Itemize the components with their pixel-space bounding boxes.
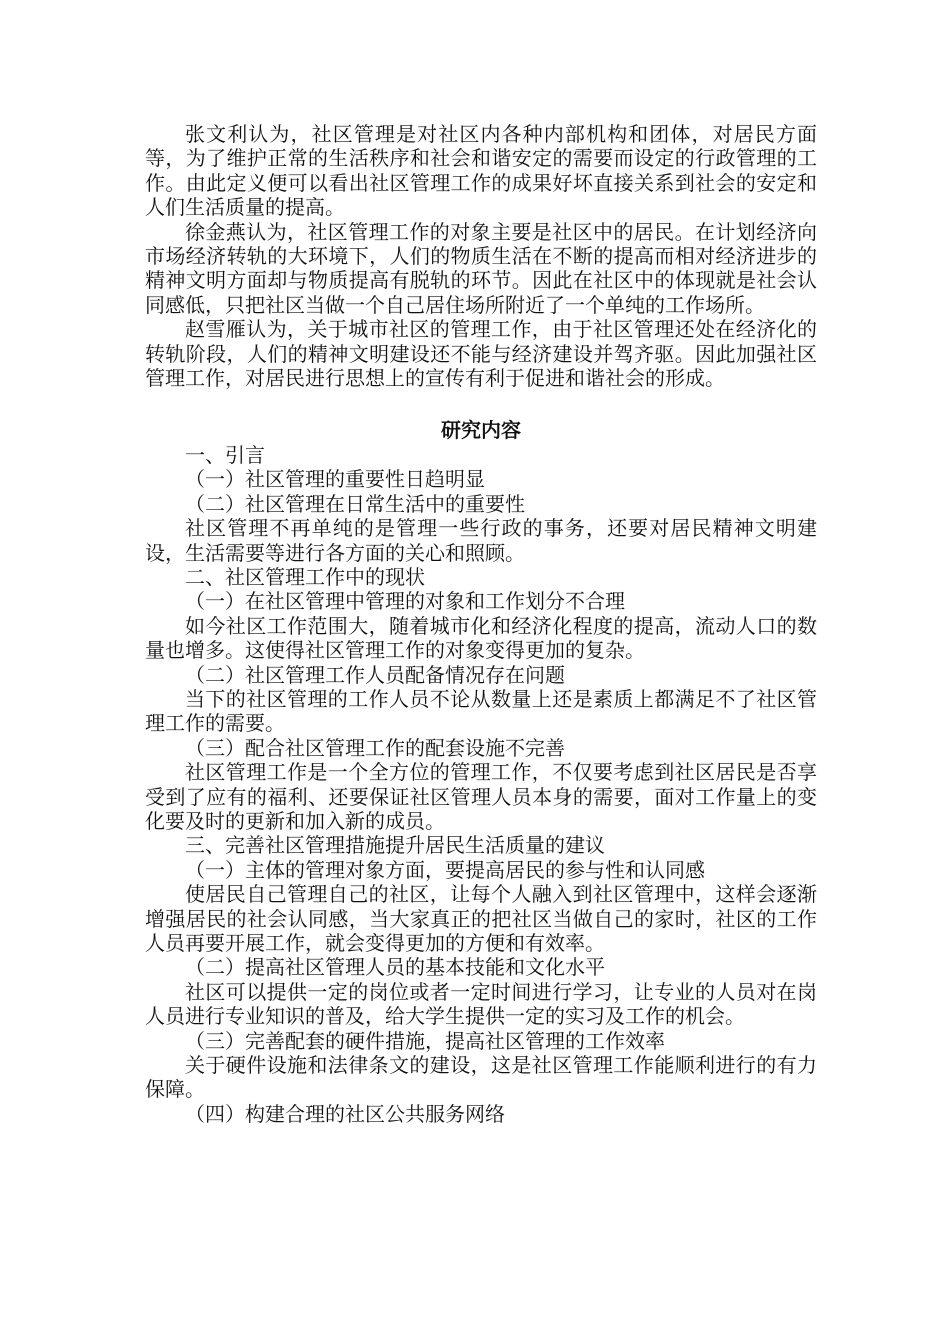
body-paragraph-daily-life: 社区管理不再单纯的是管理一些行政的事务，还要对居民精神文明建设，生活需要等进行各方面的关心和照顾。 xyxy=(145,516,817,565)
heading-current-status: 二、社区管理工作中的现状 xyxy=(185,564,425,589)
section-spacer xyxy=(145,390,817,418)
subheading-staffing: （二）社区管理工作人员配备情况存在问题 xyxy=(185,662,565,687)
subheading-service-network: （四）构建合理的社区公共服务网络 xyxy=(185,1101,505,1126)
heading-suggestions: 三、完善社区管理措施提升居民生活质量的建议 xyxy=(185,833,605,858)
intro-paragraph-xu: 徐金燕认为，社区管理工作的对象主要是社区中的居民。在计划经济向市场经济转轨的大环境下，人们的物质生活在不断的提高而相对经济进步的精神文明方面却与物质提高有脱轨的环节。因此在社区中的体现就是社会认同感低，只把社区当做一个自己居住场所附近了一个单纯的工作场所。 xyxy=(145,219,817,317)
body-paragraph-skills: 社区可以提供一定的岗位或者一定时间进行学习，让专业的人员对在岗人员进行专业知识的普及，给大学生提供一定的实习及工作的机会。 xyxy=(145,979,817,1029)
subheading-participation: （一）主体的管理对象方面，要提高居民的参与性和认同感 xyxy=(185,857,705,882)
document-page xyxy=(145,122,817,1126)
subheading-object-division: （一）在社区管理中管理的对象和工作划分不合理 xyxy=(185,589,625,614)
body-paragraph-object-division: 如今社区工作范围大，随着城市化和经济化程度的提高，流动人口的数量也增多。这使得社区管理工作的对象变得更加的复杂。 xyxy=(145,613,817,663)
heading-introduction: 一、引言 xyxy=(185,442,265,467)
body-paragraph-facilities: 社区管理工作是一个全方位的管理工作，不仅要考虑到社区居民是否享受到了应有的福利、还要保证社区管理人员本身的需要，面对工作量上的变化要及时的更新和加入新的成员。 xyxy=(145,760,817,833)
body-paragraph-hardware: 关于硬件设施和法律条文的建设，这是社区管理工作能顺利进行的有力保障。 xyxy=(145,1053,817,1102)
body-paragraph-staffing: 当下的社区管理的工作人员不论从数量上还是素质上都满足不了社区管理工作的需要。 xyxy=(145,686,817,736)
intro-paragraph-zhang: 张文利认为，社区管理是对社区内各种内部机构和团体，对居民方面等，为了维护正常的生活秩序和社会和谐安定的需要而设定的行政管理的工作。由此定义便可以看出社区管理工作的成果好坏直接关系到社会的安定和人们生活质量的提高。 xyxy=(145,122,817,220)
section-title: 研究内容 xyxy=(441,418,521,443)
body-paragraph-participation: 使居民自己管理自己的社区，让每个人融入到社区管理中，这样会逐渐增强居民的社会认同感，当大家真正的把社区当做自己的家时，社区的工作人员再要开展工作，就会变得更加的方便和有效率。 xyxy=(145,882,817,955)
subheading-importance-daily-life: （二）社区管理在日常生活中的重要性 xyxy=(185,491,525,516)
subheading-skills: （二）提高社区管理人员的基本技能和文化水平 xyxy=(185,955,605,980)
subheading-hardware: （三）完善配套的硬件措施，提高社区管理的工作效率 xyxy=(185,1028,665,1053)
subheading-facilities: （三）配合社区管理工作的配套设施不完善 xyxy=(185,735,565,760)
intro-paragraph-zhao: 赵雪雁认为，关于城市社区的管理工作，由于社区管理还处在经济化的转轨阶段，人们的精神文明建设还不能与经济建设并驾齐驱。因此加强社区管理工作，对居民进行思想上的宣传有利于促进和谐社会的形成。 xyxy=(145,317,817,391)
subheading-importance-obvious: （一）社区管理的重要性日趋明显 xyxy=(185,467,485,492)
